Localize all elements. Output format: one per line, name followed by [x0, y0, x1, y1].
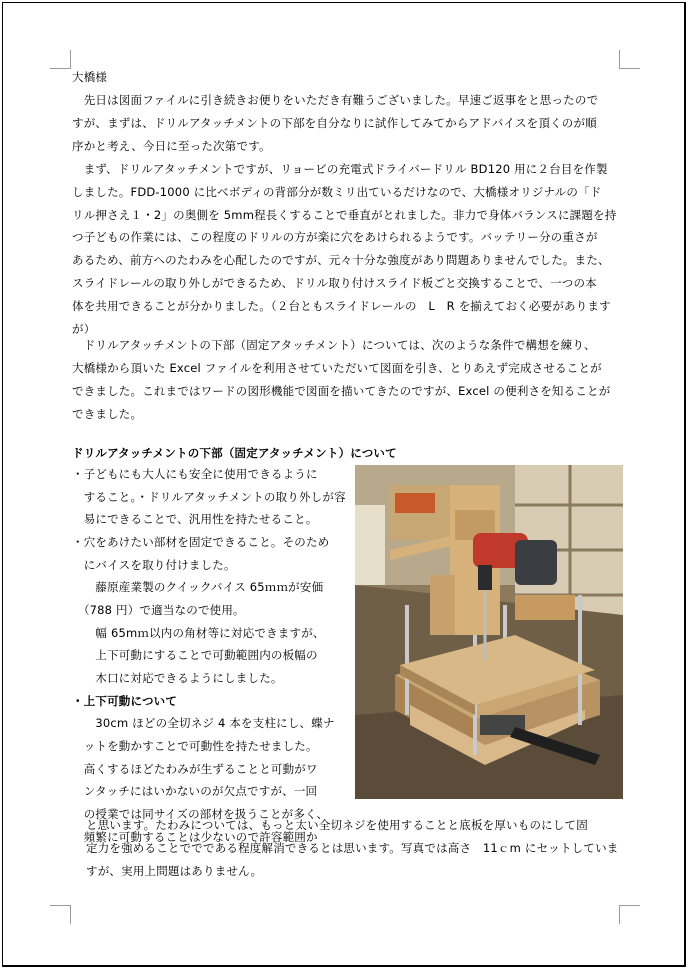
- body-line: すが、実用上問題はありません。: [86, 864, 263, 878]
- body-line: 上下可動にすることで可動範囲内の板幅の: [72, 648, 318, 662]
- body-line: 木口に対応できるようにしました。: [72, 671, 283, 685]
- body-line: すること。・ドリルアタッチメントの取り外しが容: [72, 490, 346, 504]
- intro-line: スライドレールの取り外しができるため、ドリル取り付けスライド板ごと交換することで、一つの本: [72, 276, 597, 290]
- section-heading: ドリルアタッチメントの下部（固定アタッチメント）について: [72, 446, 397, 460]
- body-line: ・穴をあけたい部材を固定できること。そのため: [72, 535, 330, 549]
- intro-line: しました。FDD-1000 に比べボディの背部分が数ミリ出ているだけなので、大橋様オリジナルの「ド: [72, 185, 602, 199]
- intro-line: つ子どもの作業には、この程度のドリルの方が楽に穴をあけられるようです。バッテリー分の重さが: [72, 230, 598, 244]
- intro-line: リル押さえ１・2」の奥側を 5mm程長くすることで垂直がとれました。非力で身体バランスに課題を持: [72, 208, 617, 222]
- intro-line: あるため、前方へのたわみを心配したのですが、元々十分な強度があり問題ありませんでした。また、: [72, 253, 610, 267]
- intro-line: すが、まずは、ドリルアタッチメントの下部を自分なりに試作してみてからアドバイスを頂くのが順: [72, 116, 597, 130]
- subheading: ・上下可動について: [72, 694, 178, 708]
- body-line: 定力を強めることででである程度解消できるとは思います。写真では高さ 11ｃm にセットしていま: [86, 841, 619, 855]
- body-line: 幅 65mｍ以内の角材等に対応できますが、: [72, 626, 325, 640]
- photo-illustration: [355, 465, 623, 799]
- body-line: 藤原産業製のクイックバイス 65ｍｍが安価: [72, 580, 324, 594]
- body-line: 30cm ほどの全切ネジ 4 本を支柱にし、蝶ナ: [72, 716, 335, 730]
- para2-line: ドリルアタッチメントの下部（固定アタッチメント）については、次のような条件で構想を練り、: [72, 338, 596, 352]
- salutation: 大橋様: [72, 70, 108, 84]
- intro-line: 体を共用できることが分かりました。（２台ともスライドレールの L R を揃えておく必要があります: [72, 299, 611, 313]
- intro-line: 序かと考え、今日に至った次第です。: [72, 139, 271, 153]
- para2-line: できました。これまではワードの図形機能で図面を描いてきたのですが、Excel の便利さを知ることが: [72, 384, 611, 398]
- body-line: ットを動かすことで可動性を持たせました。: [72, 739, 318, 753]
- intro-line: が）: [72, 322, 96, 336]
- body-line: 頻繁に可動することは少ないので許容範囲か: [72, 830, 318, 844]
- crop-mark-top-left: [50, 50, 71, 69]
- crop-mark-top-right: [619, 50, 640, 69]
- para2-line: できました。: [72, 407, 143, 421]
- body-line: ンタッチにはいかないのが欠点ですが、一回: [72, 784, 318, 798]
- para2-line: 大橋様から頂いた Excel ファイルを利用させていただいて図面を引き、とりあえず完成させることが: [72, 361, 602, 375]
- body-line: と思います。たわみについては、もっと太い全切ネジを使用することと底板を厚いものにして固: [86, 818, 588, 832]
- drill-attachment-photo: [355, 465, 623, 799]
- crop-mark-bottom-left: [50, 905, 71, 924]
- crop-mark-bottom-right: [619, 905, 640, 924]
- body-line: ・子どもにも大人にも安全に使用できるように: [72, 467, 318, 481]
- intro-line: まず、ドリルアタッチメントですが、リョービの充電式ドライバードリル BD120 用に２台目を作製: [72, 162, 608, 176]
- body-line: （788 円）で適当なので使用。: [72, 603, 245, 617]
- body-line: にバイスを取り付けました。: [72, 558, 236, 572]
- body-line: 易にできることで、汎用性を持たせること。: [72, 512, 318, 526]
- body-line: 高くするほどたわみが生ずることと可動がワ: [72, 762, 318, 776]
- intro-line: 先日は図面ファイルに引き続きお便りをいただき有難うございました。早速ご返事をと思ったので: [72, 93, 599, 107]
- body-line: の授業では同サイズの部材を扱うことが多く、: [72, 807, 329, 821]
